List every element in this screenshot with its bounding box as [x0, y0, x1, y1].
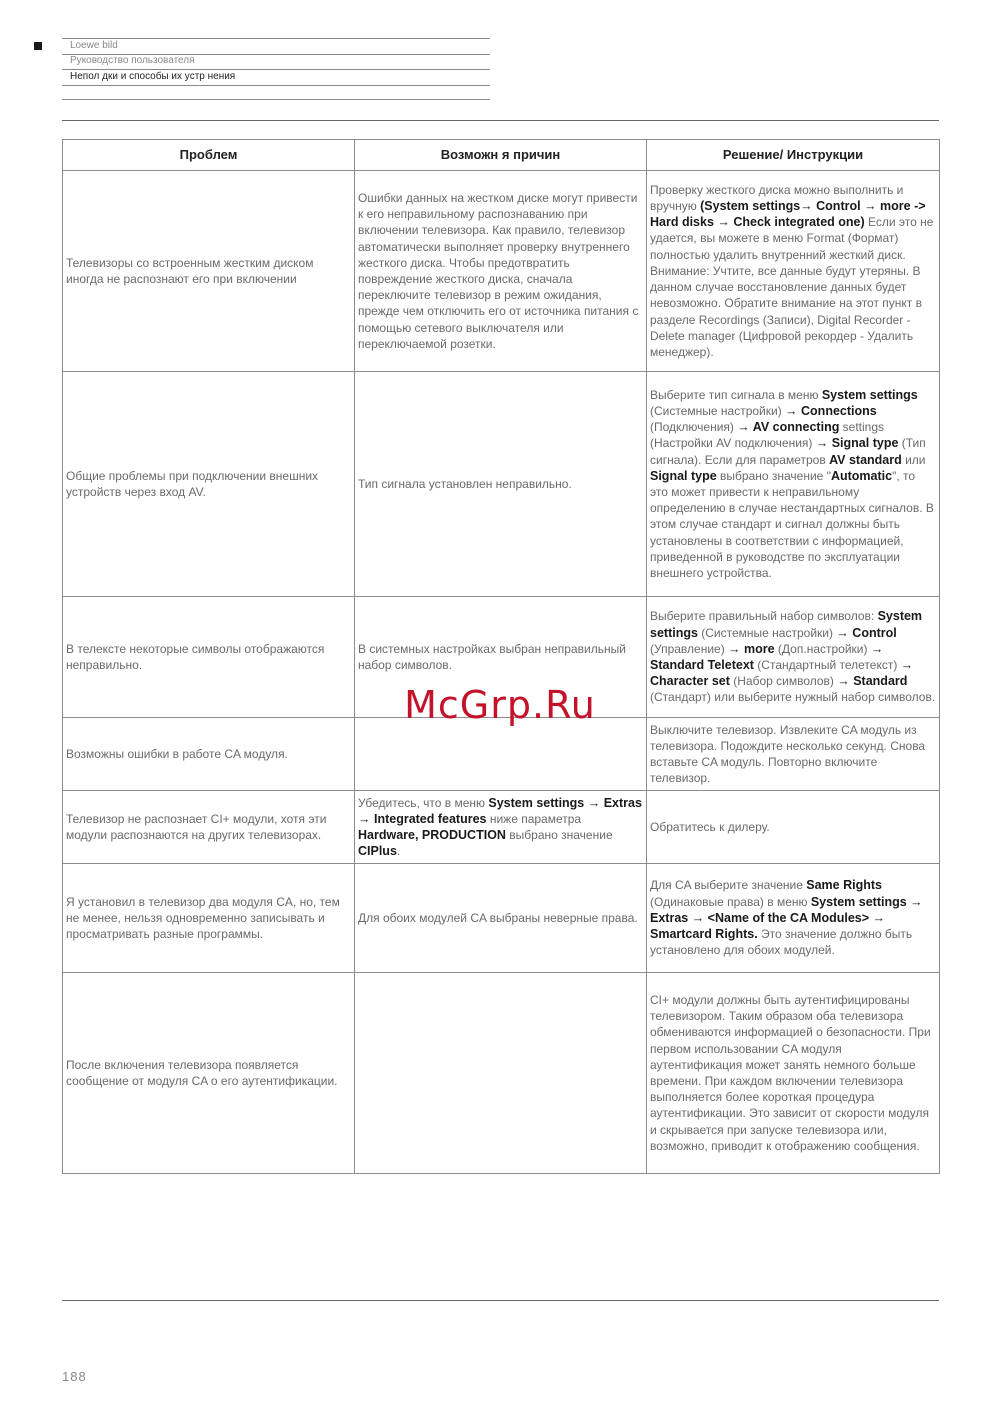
- cell-text: (Стандарт) или выберите нужный набор символов.: [650, 690, 936, 705]
- table-row: [63, 973, 940, 1174]
- problem-cell: Я установил в телевизор два модуля CA, но, тем не менее, нельзя одновременно записывать и просматривать разные программы.: [63, 864, 355, 973]
- menu-path-text: → AV connecting: [737, 420, 840, 435]
- table-row: [63, 171, 940, 372]
- column-header-problem: Проблем: [63, 140, 355, 171]
- cell-text: Если это не удается, вы можете в меню Format (Формат) полностью удалить внутренний жесткий диск. Внимание: Учтите, все данные будут утеряны. В данном случае восстановление данных будет невозможно. Обратите внимание на этот пункт в разделе Recordings (Записи), Digital Recorder - Delete manager (Цифровой рекордер - Удалить менеджер).: [650, 215, 934, 359]
- menu-path-text: → Standard: [837, 674, 908, 689]
- menu-path-text: (System settings→ Control → more -> Hard disks → Check integrated one): [650, 199, 926, 230]
- menu-path-text: System settings: [650, 609, 923, 640]
- menu-path-text: Automatic: [830, 468, 893, 483]
- header-square-icon: [34, 42, 42, 50]
- problem-cell: Телевизоры со встроенным жестким диском иногда не распознают его при включении: [63, 171, 355, 372]
- cell-text: Проверку жесткого диска можно выполнить и вручную: [650, 182, 904, 214]
- menu-path-text: → Control: [836, 625, 897, 640]
- cell-text: (Доп.настройки): [774, 641, 871, 656]
- table-row: [63, 791, 940, 864]
- cell-text: Выберите тип сигнала в меню: [650, 387, 822, 402]
- cause-cell: [355, 973, 647, 1174]
- cause-cell: Для обоих модулей CA выбраны неверные права.: [355, 864, 647, 973]
- menu-path-text: System settings → Extras → <Name of the CA Modules> → Smartcard Rights.: [650, 894, 923, 942]
- cell-text: выбрано значение: [505, 828, 613, 842]
- problem-cell: Возможны ошибки в работе CA модуля.: [63, 718, 355, 791]
- cell-text: Выключите телевизор. Извлеките CA модуль из телевизора. Подождите несколько секунд. Снова вставьте CA модуль. Повторно включите телевизор.: [650, 722, 926, 786]
- problem-cell: После включения телевизора появляется сообщение от модуля CA о его аутентификации.: [63, 973, 355, 1174]
- cell-text: (Набор символов): [729, 674, 838, 689]
- table-header-row: [63, 140, 940, 171]
- menu-path-text: → more: [728, 641, 775, 656]
- cell-text: Обратитесь к дилеру.: [650, 819, 770, 834]
- menu-path-text: → Signal type: [815, 436, 899, 451]
- problem-cell: Телевизор не распознает CI+ модули, хотя эти модули распознаются на других телевизорах.: [63, 791, 355, 864]
- cell-text: ниже параметра: [486, 811, 582, 826]
- header-brand: Loewe bild: [70, 40, 118, 51]
- cell-text: или: [901, 452, 926, 467]
- page-number: 188: [62, 1369, 87, 1384]
- header-manual-title: Руководство пользователя: [70, 55, 195, 66]
- menu-path-text: System settings: [821, 387, 918, 402]
- menu-path-text: AV standard: [829, 452, 902, 467]
- header-divider: [62, 38, 490, 39]
- problem-cell: В телексте некоторые символы отображаются неправильно.: [63, 597, 355, 718]
- cause-cell: [355, 791, 647, 864]
- cell-text: Для CA выберите значение: [650, 878, 807, 893]
- table-row: [63, 718, 940, 791]
- header-divider: [62, 99, 490, 100]
- column-header-solution: Решение/ Инструкции: [647, 140, 940, 171]
- table-row: [63, 372, 940, 597]
- header-divider: [62, 69, 490, 70]
- header-divider: [62, 85, 490, 86]
- cell-text: (Подключения): [650, 420, 738, 435]
- solution-cell: [647, 791, 940, 864]
- cell-text: выбрано значение ": [716, 468, 831, 483]
- cause-cell: Тип сигнала установлен неправильно.: [355, 372, 647, 597]
- cell-text: settings (Настройки AV подключения): [650, 420, 885, 451]
- cell-text: CI+ модули должны быть аутентифицированы телевизором. Таким образом оба телевизора обмениваются информацией о безопасности. При первом использовании CA модуля аутентификация может занять немного больше времени. При каждом включении телевизора выполняется более короткая процедура аутентификации. Это зависит от скорости модуля и скрывается при запуске телевизора или, возможно, приводит к отображению сообщения.: [650, 992, 931, 1153]
- problem-cell: Общие проблемы при подключении внешних устройств через вход AV.: [63, 372, 355, 597]
- cell-text: (Системные настройки): [697, 625, 837, 640]
- cell-text: (Стандартный телетекст): [753, 658, 901, 672]
- menu-path-text: Same Rights: [806, 878, 882, 893]
- cause-cell: В системных настройках выбран неправильный набор символов.: [355, 597, 647, 718]
- solution-cell: [647, 372, 940, 597]
- menu-path-text: Signal type: [650, 468, 717, 483]
- solution-cell: [647, 864, 940, 973]
- solution-cell: [647, 171, 940, 372]
- cell-text: (Одинаковые права) в меню: [650, 894, 811, 909]
- watermark-logo: McGrp.Ru: [404, 683, 596, 727]
- cell-text: Выберите правильный набор символов:: [650, 609, 878, 624]
- troubleshooting-table: [62, 139, 940, 1174]
- cell-text: Это значение должно быть установлено для обоих модулей.: [650, 927, 913, 958]
- menu-path-text: System settings → Extras → Integrated features: [358, 795, 642, 826]
- header-section-title: Непол дки и способы их устр нения: [70, 71, 236, 82]
- table-row: [63, 864, 940, 973]
- cell-text: (Тип сигнала). Если для параметров: [650, 436, 926, 467]
- cell-text: (Системные настройки): [650, 403, 786, 418]
- cause-cell: Ошибки данных на жестком диске могут привести к его неправильному распознаванию при включении телевизора. Как правило, телевизор автоматически выполняет проверку внутреннего жесткого диска. Чтобы предотвратить повреждение жесткого диска, сначала переключите телевизор в режим ожидания, прежде чем отключить его от источника питания с помощью сетевого выключателя или переключаемой розетки.: [355, 171, 647, 372]
- cell-text: ", то это может привести к неправильному определению в случае нестандартных сигналов. В этом случае стандарт и сигнал должны быть установлены в соответствии с информацией, приведенной в руководстве по эксплуатации внешнего устройства.: [650, 468, 934, 581]
- menu-path-text: → Standard Teletext: [650, 641, 884, 672]
- cell-text: Убедитесь, что в меню: [358, 795, 489, 810]
- cell-text: .: [396, 844, 401, 859]
- top-rule: [62, 120, 939, 121]
- menu-path-text: Hardware, PRODUCTION: [358, 828, 506, 842]
- menu-path-text: CIPlus: [358, 844, 397, 859]
- bottom-rule: [62, 1300, 939, 1301]
- column-header-cause: Возможн я причин: [355, 140, 647, 171]
- solution-cell: [647, 973, 940, 1174]
- menu-path-text: → Connections: [785, 403, 877, 418]
- solution-cell: [647, 718, 940, 791]
- cell-text: (Управление): [650, 641, 729, 656]
- menu-path-text: → Character set: [650, 658, 914, 689]
- cause-cell: [355, 718, 647, 791]
